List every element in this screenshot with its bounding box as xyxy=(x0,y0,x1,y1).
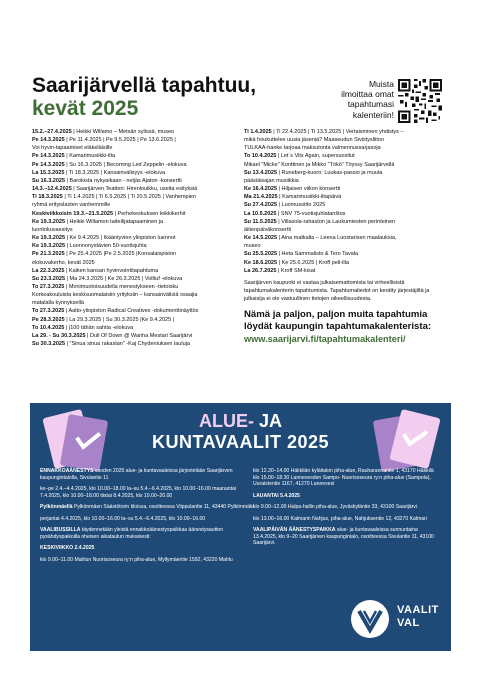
event-date: Keskiviikkoisin 19.3.–21.5.2025 xyxy=(32,210,114,217)
events-right-column xyxy=(244,128,449,345)
title-line-1: Saarijärvellä tapahtuu, xyxy=(32,74,257,97)
event-text: Hiljaisen viikon konsertti xyxy=(281,186,341,193)
title-ja: JA xyxy=(253,411,282,431)
event-item xyxy=(32,291,237,299)
event-item xyxy=(244,226,449,234)
event-item: Ke 19.3.2025 | Heikki Willamon taiteilijatapaaminen ja xyxy=(32,218,164,225)
event-item: Pe 21.3.2025 | Pe 25.4.2025 |Pe 2.5.2025 |Konsalaispiston xyxy=(32,251,177,258)
promo-line: ilmoittaa omat xyxy=(341,89,394,100)
event-text: Monimuotoisuudella menestykseen -tietoisku xyxy=(68,283,179,290)
event-item: Su 27.4.2025 | Luomusoitto 2025 xyxy=(244,202,326,209)
event-item: Ma 21.4.2025 | Kamarimusiikki-iltapäivä xyxy=(244,194,342,201)
election-info-text: klo 13.00–16.00 Kalmarin Nahjus, piha-alue, Nahjuksentie 12, 43270 Kalmari xyxy=(253,515,427,522)
event-item: Su 13.4.2025 | Runeberg-kuoro: Luukas-passio ja muuta xyxy=(244,169,383,176)
election-info-text: ke–pe 2.4.–4.4.2025, klo 10.00–18.00 la–su 5.4.–6.4.2025, klo 10.00–16.00 maanantai 7.4.2025, klo 10.00–18.00 tiistai 8.4.2025, klo 10.00–20.00 xyxy=(40,486,236,499)
election-info-text: Pylkönmäen Säästötorin tiloissa, osoitteessa Viippulantie 11, 43440 Pylkönmäki xyxy=(72,504,254,510)
event-item: 15.2.–27.4.2025 | Heikki Willamo – Metsän sylissä, museo xyxy=(32,129,175,135)
event-item: Ke 14.5.2025 | Aina matkalla – Leena Luostarisen maalauksia, xyxy=(244,235,397,242)
election-info-block xyxy=(40,516,256,523)
vaalit-logo xyxy=(350,599,445,639)
event-date: Su 13.4.2025 xyxy=(244,169,278,176)
event-item: Ke 18.6.2025 | Ke 25.6.2025 | Kroff peli-ilta xyxy=(244,259,350,266)
event-item: Pe 14.3.2025 | Su 16.3.2025 | Becoming Led Zeppelin -elokuva xyxy=(32,161,187,168)
event-text: Aalto-yliopiston Radical Creatives -dokumenttinäyttös xyxy=(68,308,199,315)
election-info-block xyxy=(40,504,256,511)
event-text: Heikki Willamon taiteilijatapaaminen ja xyxy=(69,218,164,225)
event-text: Barokista nykyaikaan - neljäs Ajaton -konsertti xyxy=(69,177,182,184)
event-item xyxy=(244,136,449,144)
election-info-block xyxy=(253,516,439,523)
event-text: Ti 1.4.2025 | Ti 6.5.2025 | Ti 20.5.2025 | Vanhempien xyxy=(67,194,196,201)
logo-line-2: VAL xyxy=(397,616,420,629)
event-text: Let´s Vits Again, supersuositut xyxy=(280,153,355,160)
event-date: To 27.3.2025 xyxy=(32,283,65,290)
event-date: Ke 16.4.2025 xyxy=(244,186,278,193)
election-info-block xyxy=(253,468,439,488)
event-date: Ti 18.3.2025 xyxy=(32,194,63,201)
event-date: La 10.5.2025 xyxy=(244,210,277,217)
event-item: La 15.3.2025 | Ti 18.3.2025 | Kansainvälisyys -elokuva xyxy=(32,169,166,176)
election-title-line-1 xyxy=(30,411,451,432)
event-text: mikä houkuttelee uusia jäseniä? Maaseudun Sivistysliiton xyxy=(244,137,385,144)
event-item: Pe 14.3.2025 | Pe 11.4.2025 | Pe 9.5.2025 | Pe 13.6.2025 | xyxy=(32,137,176,144)
election-info-block xyxy=(253,493,439,500)
event-item: La 26.7.2025 | Kroff SM-kisat xyxy=(244,267,316,274)
election-info-heading: VAALIBUSSILLA xyxy=(40,527,81,533)
qr-code-icon[interactable] xyxy=(398,79,442,123)
election-info-text: klo 9.00–11.00 Mahlun Nuorisoseura ry:n piha-alue, Myllymäentie 1592, 43220 Mahlu xyxy=(40,556,233,563)
event-item: Su 23.3.2025 | Ma 24.3.2025 | Ke 26.3.2025 | Volltuf -elokuva xyxy=(32,275,183,282)
event-date: Ke 19.3.2025 xyxy=(32,218,66,225)
event-text: Villasola-rahaston ja Laukumiesten perinteinen xyxy=(281,218,396,225)
event-item: Pe 14.3.2025 | Kamarimusiikki-ilta xyxy=(32,153,116,160)
election-left-column xyxy=(40,468,256,568)
event-text: Pe 25.4.2025 |Pe 2.5.2025 |Konsalaispiston xyxy=(69,251,177,258)
event-date: Su 30.3.2025 xyxy=(32,341,66,348)
event-text: "Sinua sinua rakastan" -Kaj Chydeniuksen lauluja xyxy=(69,341,190,348)
election-info-block xyxy=(40,557,256,564)
event-text: SNV 75-vuotisjuhlatanštos xyxy=(280,210,346,217)
event-item xyxy=(244,177,449,185)
event-text: matalalla kynnyksellä xyxy=(32,300,84,307)
event-item: Ke 16.4.2025 | Hiljaisen viikon konsertti xyxy=(244,186,341,193)
event-item xyxy=(32,259,237,267)
event-item xyxy=(32,201,237,209)
event-item: Ti 1.4.2025 | Ti 22.4.2025 | Ti 13.5.2025 | Vertaisminen yhdistys – xyxy=(244,129,404,135)
event-text: Heikki Willamo – Metsän sylissä, museo xyxy=(76,129,175,135)
event-text: Luomusoitto 2025 xyxy=(281,202,326,209)
event-date: Pe 21.3.2025 xyxy=(32,251,65,258)
election-info-heading: KESKIVIIKKO 2.4.2025 xyxy=(40,545,95,551)
election-info-text: perjantai 4.4.2025, klo 10.00–16.00 la–su 5.4.–6.4.2025, klo 10.00–16.00 xyxy=(40,515,206,522)
event-text: Korkeakouluista keskisuomalaisiin yrityksiin – kansainvälisiä osaajia xyxy=(32,292,198,299)
event-date: Pe 14.3.2025 xyxy=(32,161,65,168)
election-info-block xyxy=(40,545,256,552)
event-item xyxy=(32,299,237,307)
title-alue: ALUE- xyxy=(198,411,254,431)
election-panel xyxy=(30,403,451,651)
events-right-list xyxy=(244,128,449,275)
event-date: Su 23.3.2025 xyxy=(32,275,66,282)
election-info-block xyxy=(40,468,256,481)
event-date: Su 27.4.2025 xyxy=(244,202,278,209)
event-text: Luonnonystävien 50-vuotisjuhla xyxy=(69,243,147,250)
election-info-block xyxy=(40,486,256,499)
event-item: Keskiviikkoisin 19.3.–21.5.2025 | Perhekeskuksen leikkikerhit xyxy=(32,210,186,217)
event-text: Runeberg-kuoro: Luukas-passio ja muuta xyxy=(281,169,383,176)
election-info-text: alue- ja kuntavaaleissa sunnuntaina 13.4.2025, klo 9–20 Saarijärven kaupungintalo, osoitteessa Sivulantie 11, 43100 Saarijärvi. xyxy=(253,527,434,546)
event-item: Su 25.5.2025 | Heta Sammalisto & Tero Tavala xyxy=(244,251,359,258)
event-date: Ke 18.6.2025 xyxy=(244,259,278,266)
election-info-text: klo 12.30–14.00 Häkkilän kyläitalon piha-alue, Rauharannantie 1, 43170 Häkkilä klo 15.00–18.30 Lannevesden Sampo- Nuorisoseura ry:n piha-alue (Sampola), Uuraistentie 1167, 41270 Lannevesi xyxy=(253,468,434,487)
event-date: 14.3.–12.4.2025 xyxy=(32,186,72,193)
event-item: Ke 19.3.2025 | Luonnonystävien 50-vuotisjuhla xyxy=(32,243,147,250)
event-text: Ke 9.4.2025 | Ikääntyvien yliopiston luennot xyxy=(69,235,176,242)
event-text: La 29.3.2025 | Su 30.3.2025 |Ke 9.4.2025 | xyxy=(69,316,175,323)
event-date: Su 11.5.2025 xyxy=(244,218,277,225)
election-info-text: klo 9.00–12.00 Halpa-hallin piha-alue, Jyväskyläntie 33, 43100 Saarijärvi xyxy=(253,504,417,510)
event-text: pääsiäisajan musiikkia xyxy=(244,177,299,184)
event-date: Ke 19.3.2025 xyxy=(32,235,66,242)
event-text: Ke 25.6.2025 | Kroff peli-ilta xyxy=(281,259,350,266)
event-item: La 29. - Su 30.3.2025 | Dull Of Down @ Wanha Mestari Saarijärvi xyxy=(32,332,193,339)
event-text: Saarijärven Teatteri: Hirenlouikku, useita esityksiä xyxy=(76,186,198,193)
event-date: Ke 19.3.2025 xyxy=(32,243,66,250)
event-item xyxy=(32,226,237,234)
vaalit-logo-text xyxy=(397,604,439,629)
event-date: To 27.3.2025 xyxy=(32,308,65,315)
event-date: Pe 28.3.2025 xyxy=(32,316,65,323)
event-text: Pe 11.4.2025 | Pe 9.5.2025 | Pe 13.6.2025 | xyxy=(69,137,176,144)
event-date: La 15.3.2025 xyxy=(32,169,65,176)
event-text: TULKAA-hanke tarjoaa maksutonta valmennussarjasoja xyxy=(244,145,381,152)
page-title xyxy=(32,74,256,120)
event-item: To 27.3.2025 | Aalto-yliopiston Radical Creatives -dokumenttinäyttös xyxy=(32,308,199,315)
election-info-block xyxy=(40,527,256,540)
event-text: |100 tähän sahtia -elokuva xyxy=(68,324,134,331)
event-text: Kaiken kansan hyvinvointitapahtuma xyxy=(68,267,159,274)
vaalit-logo-icon xyxy=(350,599,390,639)
event-date: To 10.4.2025 xyxy=(32,324,65,331)
event-text: elokuvakerho, kevät 2025 xyxy=(32,259,95,266)
event-date: Pe 14.3.2025 xyxy=(32,137,65,144)
calendar-callout: Nämä ja paljon, paljon muita tapahtumia löydät kaupungin tapahtumakalenterista: xyxy=(244,309,432,333)
event-text: ryhmä erityislasten vanhemmille xyxy=(32,202,111,209)
event-text: Perhekeskuksen leikkikerhit xyxy=(117,210,186,217)
event-date: To 10.4.2025 xyxy=(244,153,277,160)
event-item: Su 11.5.2025 | Villasola-rahaston ja Laukumiesten perinteinen xyxy=(244,218,396,225)
event-date: Pe 14.3.2025 xyxy=(32,153,65,160)
event-item: La 22.3.2025 | Kaiken kansan hyvinvointitapahtuma xyxy=(32,267,159,274)
promo-line: tapahtumasi xyxy=(347,99,394,110)
promo-line: Muista xyxy=(368,79,394,89)
election-title xyxy=(30,411,451,453)
election-info-block xyxy=(253,527,439,547)
event-text: äitienpäiväkonsertti xyxy=(244,226,292,233)
event-text: Kroff SM-kisat xyxy=(280,267,316,274)
logo-line-1: VAALIT xyxy=(397,604,439,616)
event-text: Ma 24.3.2025 | Ke 26.3.2025 | Volltuf -elokuva xyxy=(69,275,183,282)
event-text: Aina matkalla – Leena Luostarisen maalauksia, xyxy=(281,235,397,242)
event-text: Su 16.3.2025 | Becoming Led Zeppelin -elokuva xyxy=(69,161,187,168)
event-item: Su 30.3.2025 | "Sinua sinua rakastan" -Kaj Chydeniuksen lauluja xyxy=(32,341,190,348)
event-item xyxy=(244,161,449,169)
election-info-text: vuoden 2025 alue- ja kuntavaaleissa järjestetään Saarijärven kaupungintalolla, Sivulantie 11 xyxy=(40,468,233,481)
event-item: Ti 18.3.2025 | Ti 1.4.2025 | Ti 6.5.2025 | Ti 20.5.2025 | Vanhempien xyxy=(32,194,196,201)
event-item: To 10.4.2025 | |100 tähän sahtia -elokuva xyxy=(32,324,134,331)
promo-text xyxy=(328,79,394,120)
event-item: To 27.3.2025 | Monimuotoisuudella menestykseen -tietoisku xyxy=(32,283,179,290)
election-info-heading: VAALIPÄIVÄN ÄÄNESTYSPAIKKA xyxy=(253,527,336,533)
event-date: 15.2.–27.4.2025 xyxy=(32,129,72,135)
event-text: Heta Sammalisto & Tero Tavala xyxy=(281,251,359,258)
event-item: 14.3.–12.4.2025 | Saarijärven Teatteri: Hirenlouikku, useita esityksiä xyxy=(32,186,198,193)
calendar-link[interactable]: www.saarijarvi.fi/tapahtumakalenteri/ xyxy=(244,333,406,344)
event-item xyxy=(32,144,237,152)
event-text: luontokuvaesitys xyxy=(32,226,73,233)
event-item: Su 16.3.2025 | Barokista nykyaikaan - neljäs Ajaton -konsertti xyxy=(32,177,182,184)
disclaimer-text: Saarijärven kaupunki ei vastaa julkaisemattomista tai virheellisistä tapahtumakalenterin tapahtumista. Tapahtumatiedot on kerätty järjestäjiltä ja julkaisija ei ole vastuullinen tietojen oikeellisuudesta. xyxy=(244,279,430,303)
event-text: Ti 22.4.2025 | Ti 13.5.2025 | Vertaisminen yhdistys – xyxy=(276,129,404,135)
event-item: To 10.4.2025 | Let´s Vits Again, supersuositut xyxy=(244,153,355,160)
election-info-heading: Pylkönmäellä xyxy=(40,504,73,510)
event-text: Ti 18.3.2025 | Kansainvälisyys -elokuva xyxy=(68,169,166,176)
election-info-block xyxy=(253,504,439,511)
event-date: La 26.7.2025 xyxy=(244,267,277,274)
event-text: Voi hyvin-tapaamiset eläkeläisille xyxy=(32,145,113,152)
event-date: La 22.3.2025 xyxy=(32,267,65,274)
event-text: Kamarimusiikki-iltapäivä xyxy=(282,194,342,201)
event-text: Kamarimusiikki-ilta xyxy=(69,153,116,160)
event-date: La 29. - Su 30.3.2025 xyxy=(32,332,86,339)
promo-line: kalenteriin! xyxy=(352,109,394,120)
event-text: Dull Of Down @ Wanha Mestari Saarijärvi xyxy=(90,332,193,339)
event-item: Pe 28.3.2025 | La 29.3.2025 | Su 30.3.2025 |Ke 9.4.2025 | xyxy=(32,316,175,323)
election-info-heading: ENNAKKOÄÄNESTYS xyxy=(40,468,94,474)
event-text: museo xyxy=(244,243,261,250)
election-info-heading: LAUANTAI 5.4.2025 xyxy=(253,492,300,499)
event-item: Ke 19.3.2025 | Ke 9.4.2025 | Ikääntyvien yliopiston luennot xyxy=(32,235,176,242)
election-info-text: täydennetään yleistä ennakkoäänestyspaikkaa äänestysautton pysähdyspaikoilla oheisen aikataulun mukaisesti: xyxy=(40,527,224,540)
election-right-column xyxy=(253,468,439,552)
event-date: Su 16.3.2025 xyxy=(32,177,66,184)
event-text: Mikael "Micke" Konttinen ja Mikko "Tökö" Töyssy Saarijärvellä xyxy=(244,161,395,168)
event-item xyxy=(244,144,449,152)
events-left-column xyxy=(32,128,237,348)
event-date: Su 25.5.2025 xyxy=(244,251,278,258)
title-line-2: kevät 2025 xyxy=(32,97,139,120)
event-date: Ke 14.5.2025 xyxy=(244,235,278,242)
election-title-line-2: KUNTAVAALIT 2025 xyxy=(151,432,330,452)
event-item xyxy=(244,242,449,250)
event-date: Ma 21.4.2025 xyxy=(244,194,278,201)
event-item: La 10.5.2025 | SNV 75-vuotisjuhlatanštos xyxy=(244,210,346,217)
event-date: Ti 1.4.2025 xyxy=(244,129,272,135)
